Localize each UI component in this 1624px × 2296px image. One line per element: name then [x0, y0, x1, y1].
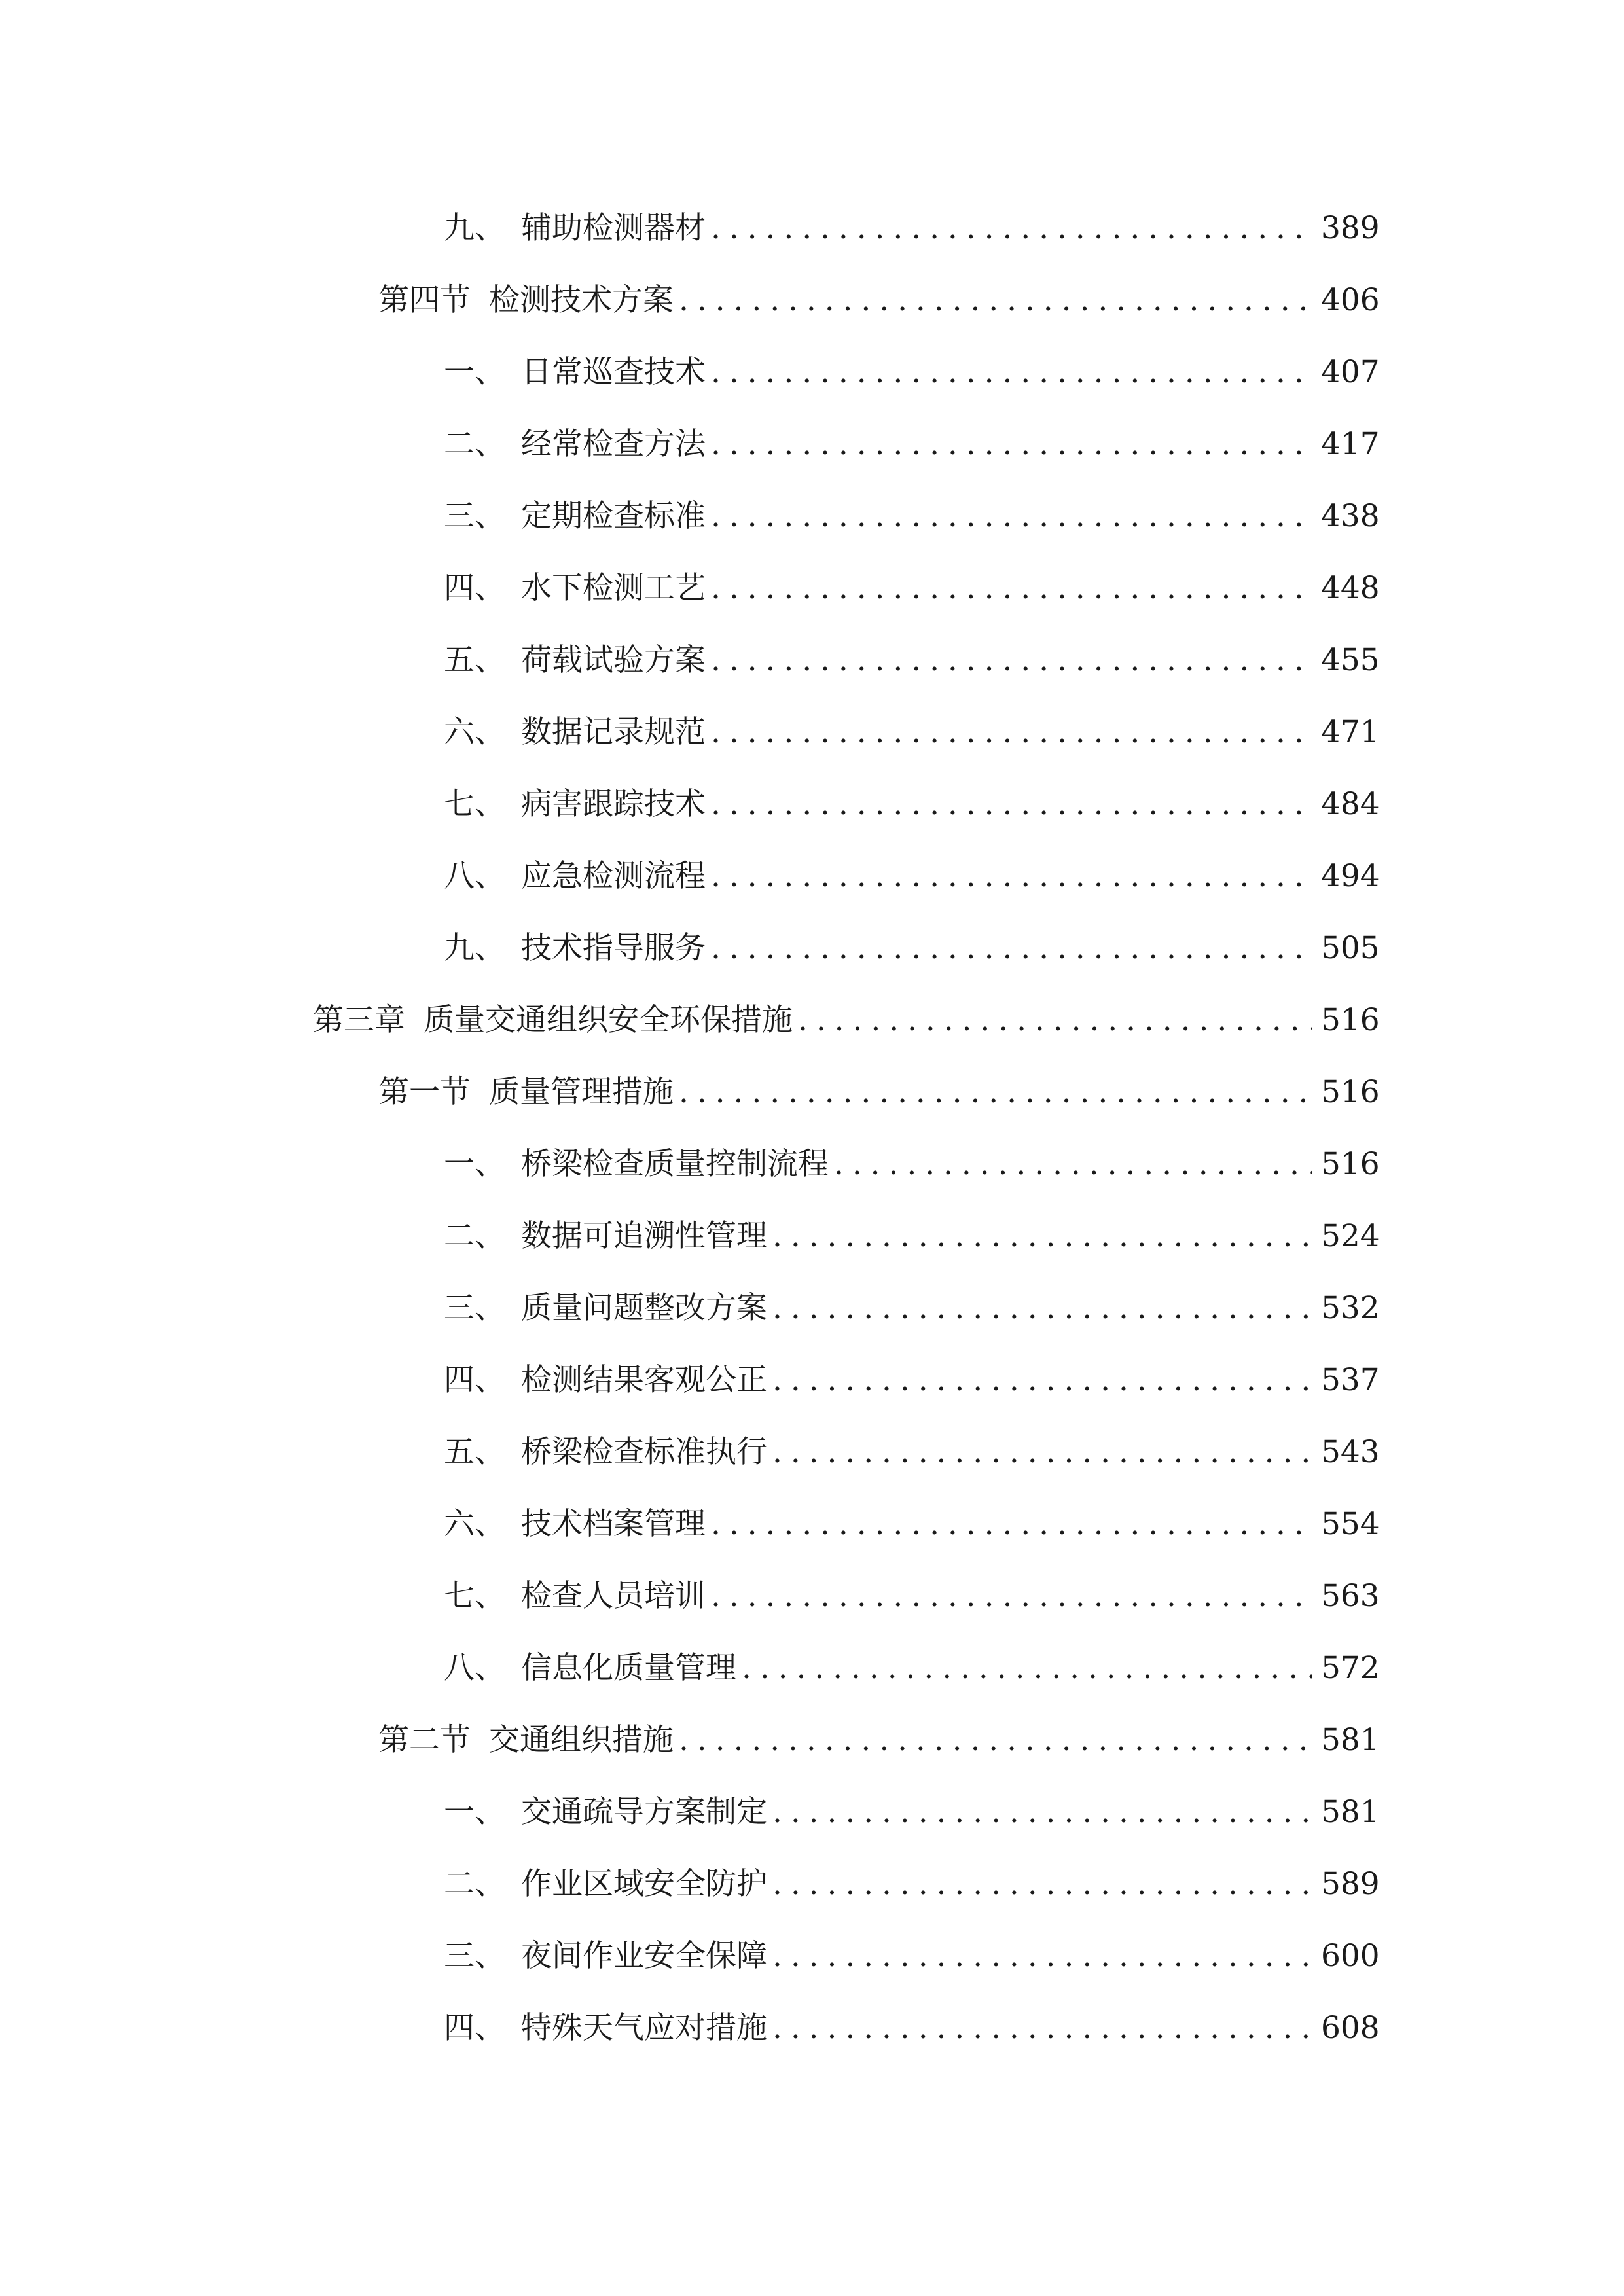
entry-page-number: 407	[1321, 354, 1380, 390]
entry-number: 第四节	[378, 282, 471, 318]
toc-entry[interactable]	[313, 994, 1380, 1047]
toc-entry[interactable]	[444, 1426, 1380, 1479]
entry-title: 经常检查方法	[521, 426, 706, 462]
entry-page-number: 389	[1321, 210, 1380, 246]
entry-page-number: 516	[1321, 1146, 1380, 1182]
dot-leader	[711, 346, 1312, 399]
entry-number: 第三章	[313, 1002, 405, 1038]
entry-title: 技术指导服务	[521, 930, 706, 966]
entry-page-number: 417	[1321, 426, 1380, 462]
toc-entry[interactable]	[378, 1714, 1380, 1767]
entry-number: 八、	[444, 858, 505, 894]
dot-leader	[711, 490, 1312, 543]
entry-title: 质量交通组织安全环保措施	[424, 1002, 793, 1038]
dot-leader	[772, 1210, 1312, 1263]
dot-leader	[711, 1498, 1312, 1551]
toc-entry[interactable]	[444, 1786, 1380, 1839]
dot-leader	[772, 1858, 1312, 1910]
toc-entry[interactable]	[444, 1498, 1380, 1551]
dot-leader	[772, 1426, 1312, 1479]
entry-title: 信息化质量管理	[521, 1650, 736, 1686]
entry-title: 日常巡查技术	[521, 354, 706, 390]
entry-page-number: 484	[1321, 786, 1380, 822]
entry-page-number: 543	[1321, 1434, 1380, 1470]
dot-leader	[834, 1138, 1312, 1191]
toc-entry[interactable]	[444, 778, 1380, 831]
dot-leader	[798, 994, 1312, 1047]
entry-number: 六、	[444, 714, 505, 750]
entry-number: 二、	[444, 1866, 505, 1902]
entry-title: 质量管理措施	[489, 1074, 674, 1110]
dot-leader	[711, 634, 1312, 687]
entry-page-number: 471	[1321, 714, 1380, 750]
toc-entry[interactable]	[444, 346, 1380, 399]
entry-number: 五、	[444, 1434, 505, 1470]
entry-number: 二、	[444, 1218, 505, 1254]
dot-leader	[711, 1570, 1312, 1623]
toc-entry[interactable]	[444, 1930, 1380, 1982]
entry-title: 数据记录规范	[521, 714, 706, 750]
entry-number: 三、	[444, 498, 505, 534]
entry-page-number: 572	[1321, 1650, 1380, 1686]
entry-number: 三、	[444, 1938, 505, 1974]
toc-entry[interactable]	[444, 1858, 1380, 1910]
entry-title: 数据可追溯性管理	[521, 1218, 767, 1254]
entry-number: 九、	[444, 210, 505, 246]
entry-title: 技术档案管理	[521, 1506, 706, 1542]
toc-entry[interactable]	[444, 1210, 1380, 1263]
entry-page-number: 532	[1321, 1290, 1380, 1326]
entry-page-number: 505	[1321, 930, 1380, 966]
entry-page-number: 524	[1321, 1218, 1380, 1254]
entry-page-number: 406	[1321, 282, 1380, 318]
entry-page-number: 581	[1321, 1722, 1380, 1758]
dot-leader	[679, 274, 1312, 327]
dot-leader	[772, 1930, 1312, 1982]
dot-leader	[711, 706, 1312, 759]
entry-title: 病害跟踪技术	[521, 786, 706, 822]
toc-entry[interactable]	[444, 922, 1380, 975]
dot-leader	[711, 922, 1312, 975]
entry-page-number: 516	[1321, 1002, 1380, 1038]
entry-title: 桥梁检查标准执行	[521, 1434, 767, 1470]
entry-number: 三、	[444, 1290, 505, 1326]
entry-number: 一、	[444, 354, 505, 390]
entry-page-number: 563	[1321, 1578, 1380, 1614]
dot-leader	[742, 1642, 1312, 1695]
toc-entry[interactable]	[444, 562, 1380, 615]
entry-title: 辅助检测器材	[521, 210, 706, 246]
dot-leader	[711, 562, 1312, 615]
entry-page-number: 554	[1321, 1506, 1380, 1542]
entry-number: 一、	[444, 1794, 505, 1830]
entry-page-number: 448	[1321, 570, 1380, 606]
entry-number: 四、	[444, 1362, 505, 1398]
entry-number: 四、	[444, 570, 505, 606]
entry-title: 桥梁检查质量控制流程	[521, 1146, 829, 1182]
dot-leader	[711, 850, 1312, 903]
dot-leader	[679, 1066, 1312, 1119]
toc-entry[interactable]	[378, 274, 1380, 327]
toc-entry[interactable]	[444, 490, 1380, 543]
entry-title: 交通疏导方案制定	[521, 1794, 767, 1830]
entry-page-number: 494	[1321, 858, 1380, 894]
entry-number: 五、	[444, 642, 505, 678]
toc-entry[interactable]	[444, 1138, 1380, 1191]
toc-entry[interactable]	[444, 706, 1380, 759]
toc-entry[interactable]	[444, 1282, 1380, 1335]
entry-title: 交通组织措施	[489, 1722, 674, 1758]
dot-leader	[711, 778, 1312, 831]
toc-entry[interactable]	[444, 1354, 1380, 1407]
toc-entry[interactable]	[444, 418, 1380, 471]
entry-page-number: 581	[1321, 1794, 1380, 1830]
entry-number: 一、	[444, 1146, 505, 1182]
entry-number: 二、	[444, 426, 505, 462]
entry-page-number: 516	[1321, 1074, 1380, 1110]
dot-leader	[711, 202, 1312, 255]
entry-title: 水下检测工艺	[521, 570, 706, 606]
entry-number: 第一节	[378, 1074, 471, 1110]
entry-title: 作业区域安全防护	[521, 1866, 767, 1902]
entry-title: 检查人员培训	[521, 1578, 706, 1614]
entry-page-number: 600	[1321, 1938, 1380, 1974]
entry-page-number: 608	[1321, 2010, 1380, 2046]
entry-title: 夜间作业安全保障	[521, 1938, 767, 1974]
entry-title: 检测技术方案	[489, 282, 674, 318]
toc-entry[interactable]	[444, 202, 1380, 255]
entry-number: 六、	[444, 1506, 505, 1542]
entry-title: 检测结果客观公正	[521, 1362, 767, 1398]
dot-leader	[679, 1714, 1312, 1767]
entry-title: 质量问题整改方案	[521, 1290, 767, 1326]
dot-leader	[772, 1786, 1312, 1839]
entry-number: 八、	[444, 1650, 505, 1686]
toc-entry[interactable]	[444, 850, 1380, 903]
entry-title: 应急检测流程	[521, 858, 706, 894]
entry-title: 荷载试验方案	[521, 642, 706, 678]
toc-entry[interactable]	[444, 634, 1380, 687]
entry-page-number: 455	[1321, 642, 1380, 678]
toc-entry[interactable]	[378, 1066, 1380, 1119]
entry-page-number: 438	[1321, 498, 1380, 534]
entry-title: 特殊天气应对措施	[521, 2010, 767, 2046]
dot-leader	[772, 2002, 1312, 2054]
entry-page-number: 537	[1321, 1362, 1380, 1398]
toc-entry[interactable]	[444, 2002, 1380, 2054]
toc-entry[interactable]	[444, 1642, 1380, 1695]
entry-number: 七、	[444, 1578, 505, 1614]
entry-number: 四、	[444, 2010, 505, 2046]
entry-number: 第二节	[378, 1722, 471, 1758]
entry-page-number: 589	[1321, 1866, 1380, 1902]
entry-title: 定期检查标准	[521, 498, 706, 534]
entry-number: 七、	[444, 786, 505, 822]
dot-leader	[772, 1354, 1312, 1407]
toc-entry[interactable]	[444, 1570, 1380, 1623]
entry-number: 九、	[444, 930, 505, 966]
dot-leader	[772, 1282, 1312, 1335]
dot-leader	[711, 418, 1312, 471]
